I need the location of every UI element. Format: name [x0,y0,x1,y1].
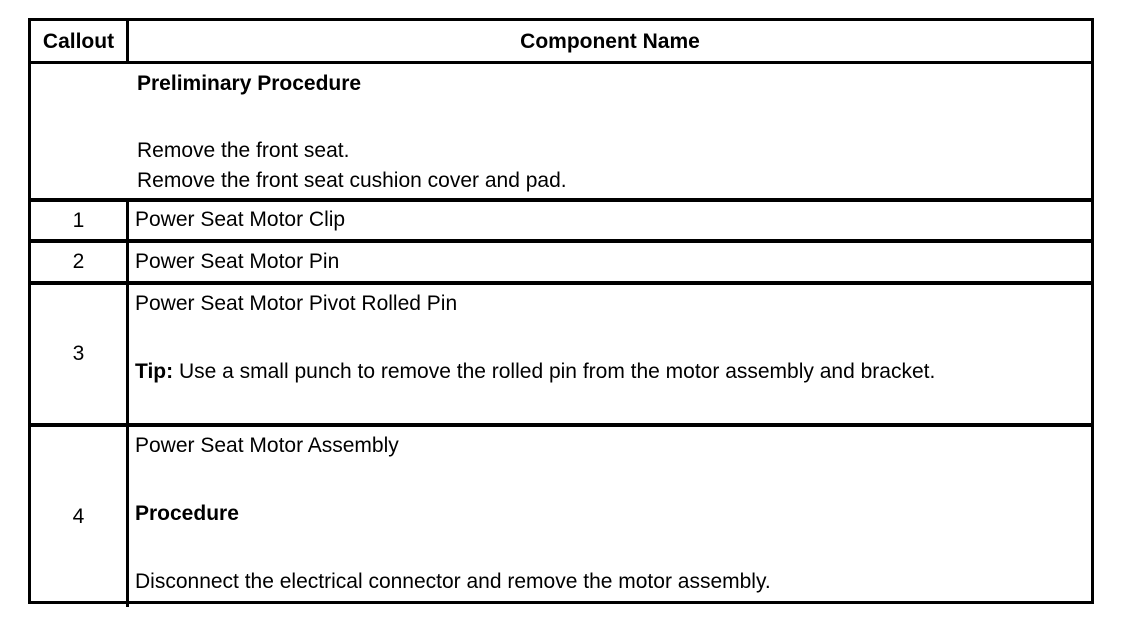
row-divider [31,423,1091,427]
column-divider [126,21,129,61]
component-detail-cell [135,289,1087,387]
tip-label: Tip: [135,360,174,383]
preliminary-title: Preliminary Procedure [137,72,362,95]
component-name: Power Seat Motor Assembly [135,434,399,457]
column-divider [126,427,129,607]
tip-line [135,357,1087,387]
component-detail-cell [135,431,1085,597]
component-name: Power Seat Motor Clip [135,208,346,231]
row-divider [31,61,1091,64]
header-component-name: Component Name [520,30,700,53]
components-table [28,18,1094,604]
row-divider [31,281,1091,285]
row-divider [31,239,1091,243]
procedure-text: Disconnect the electrical connector and remove the motor assembly. [135,570,771,593]
component-name: Power Seat Motor Pin [135,250,340,273]
preliminary-line: Remove the front seat cushion cover and pad. [137,169,567,192]
preliminary-line: Remove the front seat. [137,139,350,162]
tip-text: Use a small punch to remove the rolled pin from the motor assembly and bracket. [173,360,936,383]
column-divider [126,243,129,281]
preliminary-cell [137,69,1085,196]
header-callout: Callout [42,30,115,53]
component-name: Power Seat Motor Pivot Rolled Pin [135,292,458,315]
callout-number: 4 [72,505,85,528]
callout-number: 2 [72,250,85,273]
row-divider [31,198,1091,202]
procedure-label: Procedure [135,502,239,525]
callout-number: 3 [72,342,85,365]
column-divider [126,285,129,423]
callout-number: 1 [72,209,85,232]
column-divider [126,202,129,239]
